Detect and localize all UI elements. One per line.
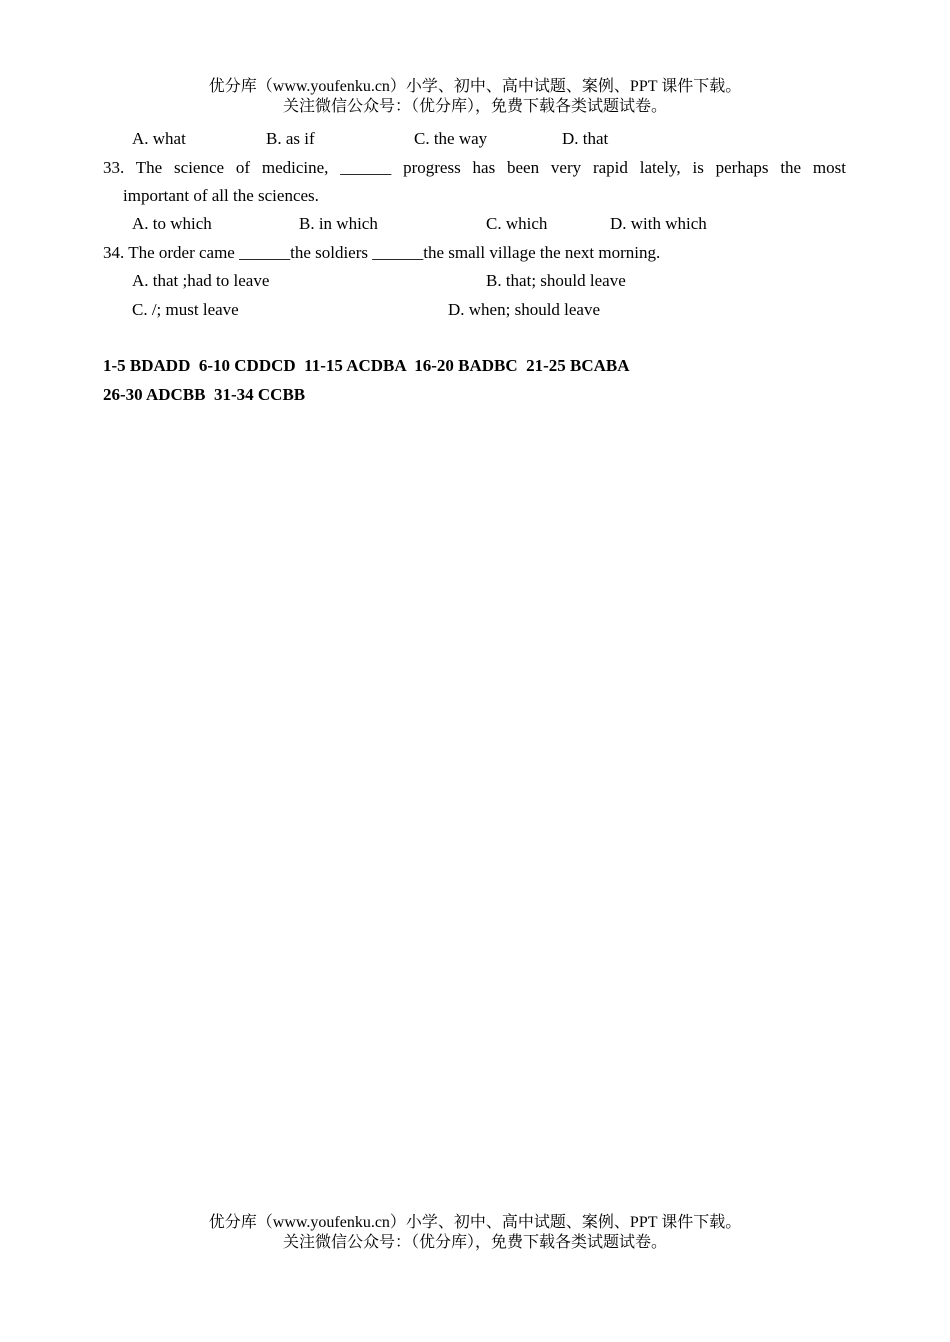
answer-key-line-1: 1-5 BDADD 6-10 CDDCD 11-15 ACDBA 16-20 BADBC 21-25 BCABA xyxy=(103,356,630,375)
q33-option-c: C. which xyxy=(486,214,548,233)
q33-stem-line-2: important of all the sciences. xyxy=(123,186,319,205)
answer-key-line-2: 26-30 ADCBB 31-34 CCBB xyxy=(103,385,306,404)
q34-stem: 34. The order came ______the soldiers ______the small village the next morning. xyxy=(103,243,661,262)
q32-option-c: C. the way xyxy=(414,129,488,148)
header-line-2: 关注微信公众号：（优分库），免费下载各类试题试卷。 xyxy=(282,98,667,115)
q32-option-b: B. as if xyxy=(266,129,315,148)
q33-option-b: B. in which xyxy=(299,214,378,233)
q34-option-b: B. that; should leave xyxy=(486,271,626,290)
q32-option-d: D. that xyxy=(562,129,609,148)
q34-option-c: C. /; must leave xyxy=(132,300,239,319)
footer-line-2: 关注微信公众号：（优分库），免费下载各类试题试卷。 xyxy=(282,1234,667,1251)
q34-option-a: A. that ;had to leave xyxy=(132,271,270,290)
header-line-1: 优分库（www.youfenku.cn）小学、初中、高中试题、案例、PPT 课件下载。 xyxy=(208,78,742,95)
q33-option-a: A. to which xyxy=(132,214,212,233)
q34-option-d: D. when; should leave xyxy=(448,300,601,319)
q32-option-a: A. what xyxy=(132,129,186,148)
q33-option-d: D. with which xyxy=(610,214,707,233)
q33-stem-line-1: 33. The science of medicine, ______ progress has been very rapid lately, is perhaps the most xyxy=(103,158,846,177)
footer-line-1: 优分库（www.youfenku.cn）小学、初中、高中试题、案例、PPT 课件下载。 xyxy=(208,1214,742,1231)
